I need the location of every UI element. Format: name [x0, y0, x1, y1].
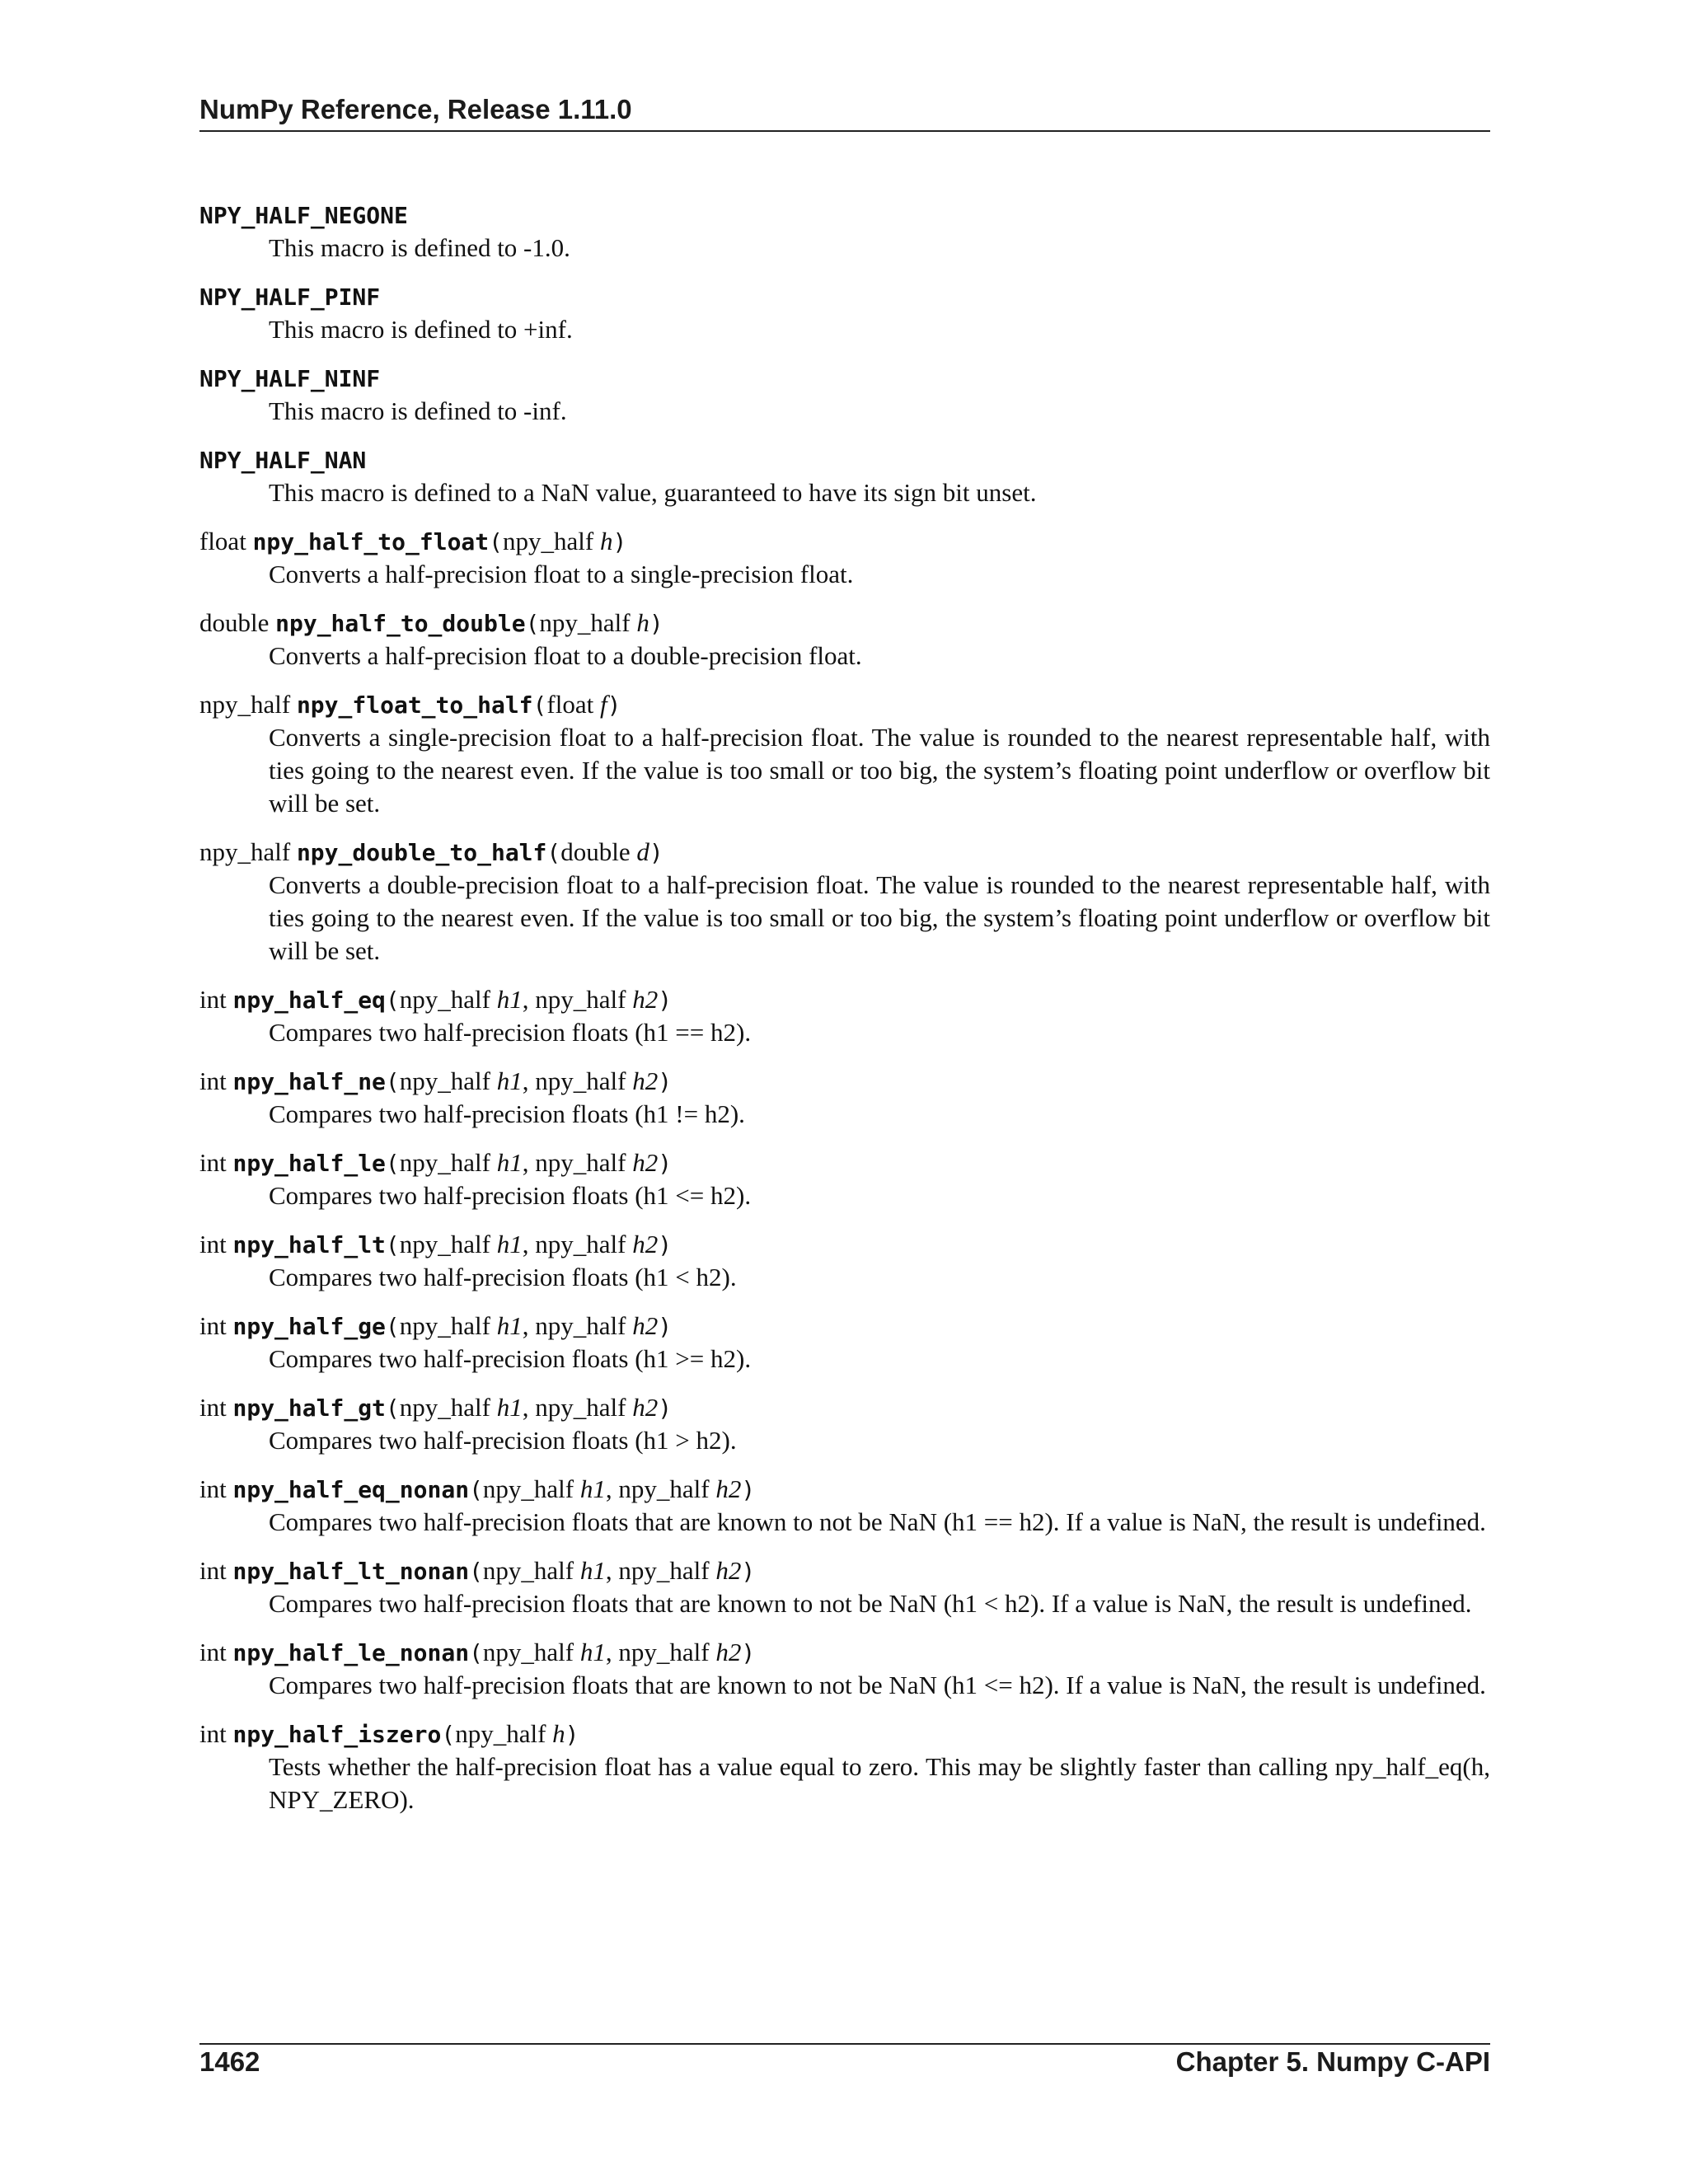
close-paren: ) — [741, 1476, 756, 1503]
close-paren: ) — [658, 1150, 673, 1177]
parameter-list: npy_half h — [539, 608, 649, 637]
close-paren: ) — [649, 839, 663, 866]
parameter-list: npy_half h1, npy_half h2 — [399, 1230, 659, 1258]
api-entry — [199, 1310, 1490, 1376]
api-signature — [199, 837, 1490, 869]
parameter-list: npy_half h1, npy_half h2 — [399, 1311, 659, 1340]
parameter-list: npy_half h — [503, 527, 613, 555]
close-paren: ) — [658, 1313, 673, 1340]
close-paren: ) — [658, 1394, 673, 1422]
api-description: Compares two half-precision floats that are known to not be NaN (h1 == h2). If a value is NaN, the result is undefined. — [269, 1507, 1486, 1536]
parameter-list: npy_half h — [455, 1719, 565, 1748]
api-entry — [199, 526, 1490, 591]
open-paren: ( — [385, 1394, 400, 1422]
return-type: int — [199, 1066, 227, 1095]
api-entry — [199, 1066, 1490, 1131]
api-signature — [199, 984, 1490, 1016]
api-entry — [199, 1555, 1490, 1620]
close-paren: ) — [612, 528, 627, 555]
parameter-name: h — [636, 608, 649, 637]
parameter-list: npy_half h1, npy_half h2 — [482, 1638, 742, 1666]
api-description: Compares two half-precision floats (h1 > h2). — [269, 1426, 737, 1455]
api-signature — [199, 281, 1490, 313]
api-signature — [199, 1718, 1490, 1750]
api-entry — [199, 1637, 1490, 1702]
parameter-name: h — [552, 1719, 565, 1748]
return-type: int — [199, 1393, 227, 1422]
open-paren: ( — [532, 691, 547, 719]
return-type: int — [199, 1230, 227, 1258]
api-signature — [199, 1310, 1490, 1343]
return-type: npy_half — [199, 837, 291, 866]
return-type: npy_half — [199, 690, 291, 719]
api-signature — [199, 444, 1490, 476]
api-entry — [199, 1474, 1490, 1539]
parameter-name: h1 — [496, 985, 523, 1014]
api-signature — [199, 199, 1490, 232]
function-name: NPY_HALF_NAN — [199, 447, 367, 474]
api-signature — [199, 526, 1490, 558]
return-type: int — [199, 1311, 227, 1340]
return-type: int — [199, 1148, 227, 1177]
api-entry — [199, 444, 1490, 509]
api-entry — [199, 1718, 1490, 1816]
parameter-name: h2 — [715, 1556, 742, 1585]
api-description: Converts a double-precision float to a half-precision float. The value is rounded to the nearest representable half, with ties going to the nearest even. If the value is too small or too big, the system’s floating point underflow or overflow bit will be set. — [269, 870, 1490, 965]
api-description: This macro is defined to +inf. — [269, 315, 573, 344]
api-description: Compares two half-precision floats that are known to not be NaN (h1 < h2). If a value is NaN, the result is undefined. — [269, 1589, 1472, 1618]
page-number: 1462 — [199, 2046, 260, 2077]
api-entry — [199, 837, 1490, 968]
parameter-name: h1 — [496, 1230, 523, 1258]
return-type: float — [199, 527, 246, 555]
function-name: npy_half_eq_nonan — [232, 1476, 470, 1503]
parameter-name: h2 — [632, 1311, 659, 1340]
api-description: Compares two half-precision floats (h1 != h2). — [269, 1099, 745, 1128]
parameter-name: h1 — [579, 1638, 606, 1666]
close-paren: ) — [658, 987, 673, 1014]
header-rule — [199, 130, 1490, 132]
open-paren: ( — [489, 528, 503, 555]
open-paren: ( — [469, 1558, 483, 1585]
api-signature — [199, 1147, 1490, 1179]
parameter-list: npy_half h1, npy_half h2 — [399, 985, 659, 1014]
parameter-name: h1 — [579, 1556, 606, 1585]
api-signature — [199, 1392, 1490, 1424]
parameter-name: h2 — [632, 1148, 659, 1177]
function-name: npy_float_to_half — [296, 691, 533, 719]
parameter-name: h1 — [496, 1393, 523, 1422]
function-name: npy_half_eq — [232, 987, 386, 1014]
api-description: Compares two half-precision floats (h1 >= h2). — [269, 1344, 752, 1373]
close-paren: ) — [607, 691, 621, 719]
api-entry — [199, 607, 1490, 673]
function-name: npy_half_gt — [232, 1394, 386, 1422]
close-paren: ) — [649, 610, 663, 637]
close-paren: ) — [658, 1068, 673, 1095]
parameter-list: double d — [560, 837, 649, 866]
function-name: npy_double_to_half — [296, 839, 547, 866]
open-paren: ( — [385, 987, 400, 1014]
api-signature — [199, 1066, 1490, 1098]
parameter-name: h2 — [715, 1638, 742, 1666]
return-type: double — [199, 608, 270, 637]
return-type: int — [199, 1638, 227, 1666]
api-entry — [199, 1229, 1490, 1294]
function-name: npy_half_ne — [232, 1068, 386, 1095]
parameter-name: h2 — [632, 1393, 659, 1422]
open-paren: ( — [469, 1476, 483, 1503]
function-name: npy_half_to_double — [275, 610, 526, 637]
parameter-list: float f — [546, 690, 607, 719]
api-description: This macro is defined to -inf. — [269, 396, 567, 425]
function-name: npy_half_le_nonan — [232, 1639, 470, 1666]
function-name: NPY_HALF_PINF — [199, 284, 381, 311]
api-entry — [199, 199, 1490, 265]
parameter-name: h2 — [715, 1474, 742, 1503]
api-description: Compares two half-precision floats (h1 == h2). — [269, 1018, 752, 1047]
api-entry — [199, 281, 1490, 346]
parameter-name: f — [599, 690, 607, 719]
function-name: npy_half_lt — [232, 1231, 386, 1258]
api-entry — [199, 689, 1490, 820]
parameter-list: npy_half h1, npy_half h2 — [399, 1148, 659, 1177]
api-signature — [199, 607, 1490, 640]
api-signature — [199, 689, 1490, 721]
api-description: Tests whether the half-precision float has a value equal to zero. This may be slightly faster than calling npy_half_eq(h, NPY_ZERO). — [269, 1752, 1490, 1814]
open-paren: ( — [385, 1231, 400, 1258]
parameter-list: npy_half h1, npy_half h2 — [482, 1556, 742, 1585]
close-paren: ) — [565, 1721, 579, 1748]
api-description: Compares two half-precision floats (h1 < h2). — [269, 1263, 737, 1291]
parameter-name: h2 — [632, 985, 659, 1014]
open-paren: ( — [525, 610, 540, 637]
api-signature — [199, 1474, 1490, 1506]
return-type: int — [199, 1474, 227, 1503]
function-name: npy_half_le — [232, 1150, 386, 1177]
api-entry — [199, 1147, 1490, 1212]
api-description: This macro is defined to -1.0. — [269, 233, 570, 262]
chapter-title: Chapter 5. Numpy C-API — [1175, 2046, 1490, 2077]
api-description: Converts a single-precision float to a half-precision float. The value is rounded to the nearest representable half, with ties going to the nearest even. If the value is too small or too big, the system’s floating point underflow or overflow bit will be set. — [269, 723, 1490, 818]
running-header-title: NumPy Reference, Release 1.11.0 — [199, 94, 632, 124]
api-signature — [199, 1637, 1490, 1669]
parameter-name: h1 — [579, 1474, 606, 1503]
close-paren: ) — [741, 1558, 756, 1585]
api-description: Compares two half-precision floats (h1 <= h2). — [269, 1181, 752, 1210]
parameter-list: npy_half h1, npy_half h2 — [399, 1393, 659, 1422]
function-name: NPY_HALF_NINF — [199, 365, 381, 392]
function-name: npy_half_to_float — [252, 528, 490, 555]
parameter-name: h — [599, 527, 613, 555]
api-entry — [199, 363, 1490, 428]
api-signature — [199, 363, 1490, 395]
open-paren: ( — [441, 1721, 456, 1748]
parameter-name: h1 — [496, 1066, 523, 1095]
parameter-name: d — [636, 837, 649, 866]
return-type: int — [199, 1556, 227, 1585]
close-paren: ) — [741, 1639, 756, 1666]
function-name: NPY_HALF_NEGONE — [199, 202, 408, 229]
api-description: Converts a half-precision float to a single-precision float. — [269, 560, 854, 588]
api-signature — [199, 1555, 1490, 1587]
open-paren: ( — [469, 1639, 483, 1666]
parameter-name: h2 — [632, 1230, 659, 1258]
parameter-list: npy_half h1, npy_half h2 — [482, 1474, 742, 1503]
parameter-list: npy_half h1, npy_half h2 — [399, 1066, 659, 1095]
api-entry — [199, 1392, 1490, 1457]
function-name: npy_half_iszero — [232, 1721, 442, 1748]
function-name: npy_half_lt_nonan — [232, 1558, 470, 1585]
close-paren: ) — [658, 1231, 673, 1258]
return-type: int — [199, 1719, 227, 1748]
function-name: npy_half_ge — [232, 1313, 386, 1340]
open-paren: ( — [385, 1068, 400, 1095]
parameter-name: h2 — [632, 1066, 659, 1095]
open-paren: ( — [546, 839, 561, 866]
api-description: Compares two half-precision floats that are known to not be NaN (h1 <= h2). If a value is NaN, the result is undefined. — [269, 1671, 1486, 1699]
api-entry-list — [199, 199, 1490, 1833]
parameter-name: h1 — [496, 1311, 523, 1340]
api-entry — [199, 984, 1490, 1049]
open-paren: ( — [385, 1150, 400, 1177]
parameter-name: h1 — [496, 1148, 523, 1177]
api-description: This macro is defined to a NaN value, guaranteed to have its sign bit unset. — [269, 478, 1037, 507]
return-type: int — [199, 985, 227, 1014]
open-paren: ( — [385, 1313, 400, 1340]
api-signature — [199, 1229, 1490, 1261]
footer-rule — [199, 2043, 1490, 2045]
api-description: Converts a half-precision float to a double-precision float. — [269, 641, 862, 670]
